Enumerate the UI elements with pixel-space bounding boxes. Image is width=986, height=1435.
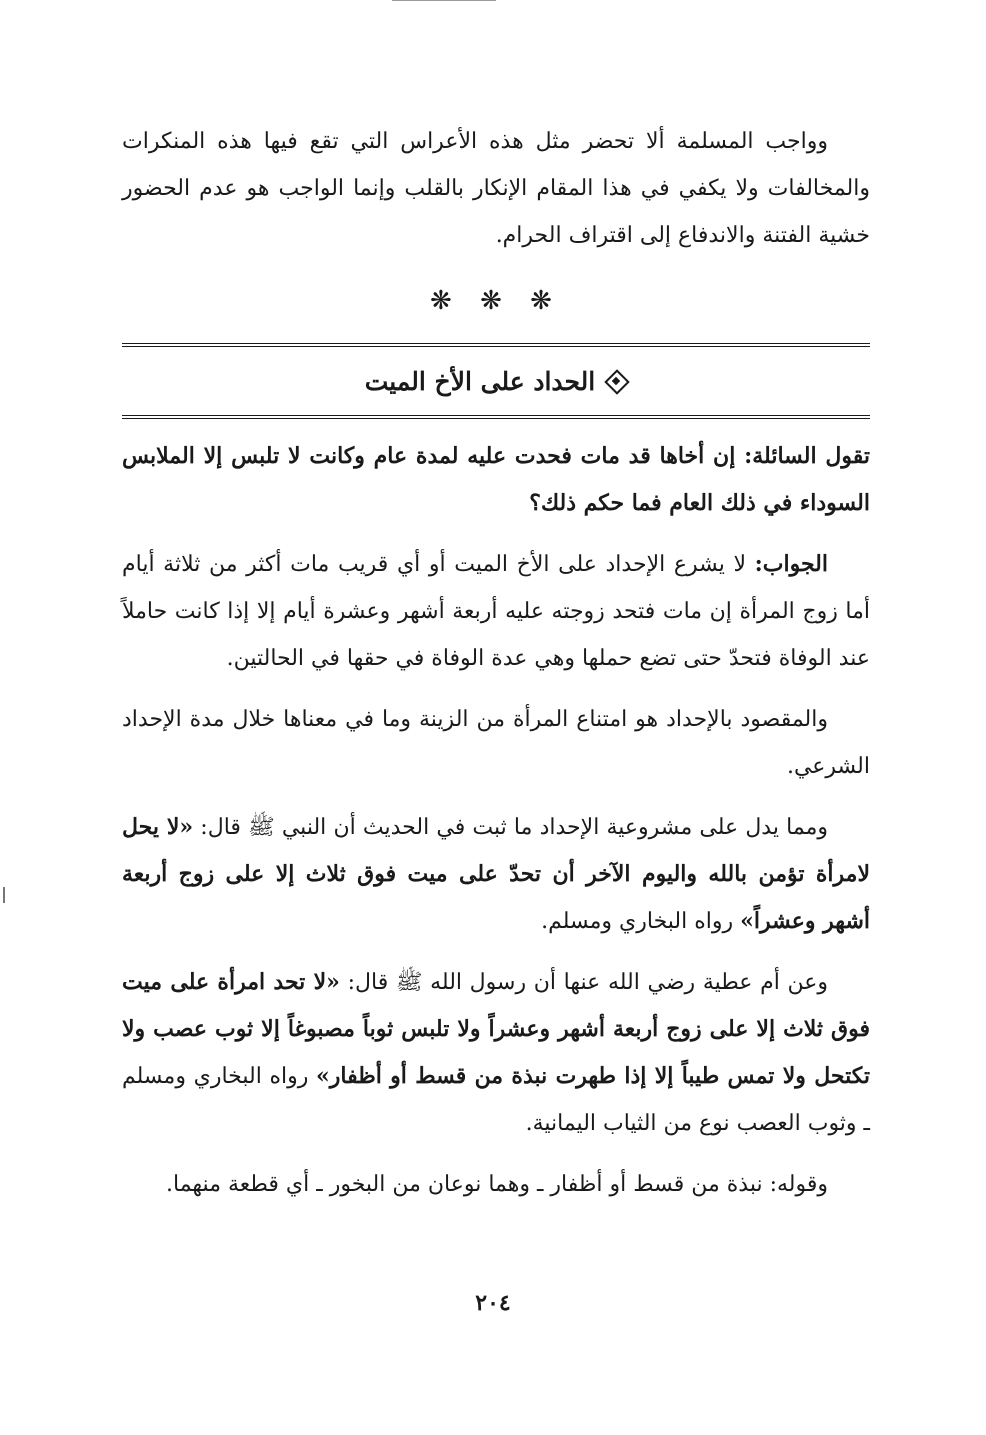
hadith-paragraph-1	[122, 804, 870, 945]
hadith-2-source: رواه البخاري ومسلم ـ وثوب العصب نوع من الثياب اليمانية.	[122, 1064, 870, 1136]
section-separator: ❋ ❋ ❋	[430, 286, 562, 316]
hadith-1-intro: ومما يدل على مشروعية الإحداد ما ثبت في الحديث أن النبي ﷺ قال:	[193, 815, 828, 840]
hadith-2-intro: وعن أم عطية رضي الله عنها أن رسول الله ﷺ قال:	[339, 970, 828, 995]
section-heading-box	[122, 343, 870, 419]
answer-paragraph	[122, 541, 870, 682]
page-body	[122, 118, 870, 1208]
section-title: الحداد على الأخ الميت	[364, 366, 596, 396]
margin-mark	[3, 887, 5, 903]
hadith-paragraph-2	[122, 959, 870, 1147]
page-number: ٢٠٤	[475, 1290, 511, 1316]
diamond-icon	[605, 370, 627, 392]
hadith-1-quote: «لا يحل لامرأة تؤمن بالله واليوم الآخر أن تحدّ على ميت فوق ثلاث إلا على زوج أربعة أشهر وعشراً»	[122, 814, 870, 934]
answer-text: لا يشرع الإحداد على الأخ الميت أو أي قريب مات أكثر من ثلاثة أيام أما زوج المرأة إن مات فتحد زوجته عليه أربعة أشهر وعشرة أيام إلا إذا كانت حاملاً عند الوفاة فتحدّ حتى تضع حملها وهي عدة الوفاة في حقها في الحالتين.	[122, 552, 870, 671]
top-rule	[392, 0, 496, 1]
answer-label: الجواب:	[754, 551, 828, 577]
definition-paragraph: والمقصود بالإحداد هو امتناع المرأة من الزينة وما في معناها خلال مدة الإحداد الشرعي.	[122, 707, 870, 779]
intro-paragraph: وواجب المسلمة ألا تحضر مثل هذه الأعراس التي تقع فيها هذه المنكرات والمخالفات ولا يكفي في هذا المقام الإنكار بالقلب وإنما الواجب هو عدم الحضور خشية الفتنة والاندفاع إلى اقتراف الحرام.	[122, 129, 870, 248]
closing-paragraph: وقوله: نبذة من قسط أو أظفار ـ وهما نوعان من البخور ـ أي قطعة منهما.	[166, 1172, 828, 1197]
question-paragraph: تقول السائلة: إن أخاها قد مات فحدت عليه لمدة عام وكانت لا تلبس إلا الملابس السوداء في ذلك العام فما حكم ذلك؟	[122, 443, 870, 516]
hadith-2-quote: «لا تحد امرأة على ميت فوق ثلاث إلا على زوج أربعة أشهر وعشراً ولا تلبس ثوباً مصبوغاً إلا ثوب عصب ولا تكتحل ولا تمس طيباً إلا إذا طهرت نبذة من قسط أو أظفار»	[122, 969, 870, 1089]
hadith-1-source: رواه البخاري ومسلم.	[541, 909, 741, 934]
